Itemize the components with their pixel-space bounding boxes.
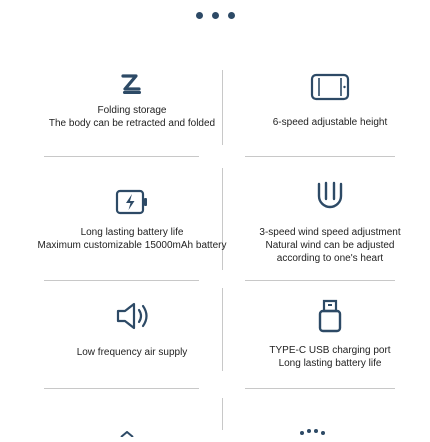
page-dot[interactable] <box>212 12 219 19</box>
feature-wind-speed <box>230 176 430 265</box>
feature-subtitle: according to one's heart <box>276 253 384 264</box>
feature-title: 3-speed wind speed adjustment <box>259 227 401 238</box>
feature-adjustable-height <box>230 68 430 129</box>
feature-folding-storage <box>32 66 232 130</box>
horizontal-divider <box>44 156 199 157</box>
feature-description <box>49 104 215 130</box>
horizontal-divider <box>44 388 199 389</box>
phone-landscape-icon <box>310 68 350 106</box>
speaker-icon <box>112 298 152 334</box>
feature-description <box>273 116 388 129</box>
feature-subtitle: The body can be retracted and folded <box>48 118 216 129</box>
battery-charging-icon <box>112 184 152 220</box>
feature-subtitle: Maximum customizable 15000mAh battery <box>37 240 227 251</box>
feature-title: Folding storage <box>97 105 167 116</box>
horizontal-divider <box>245 388 395 389</box>
feature-subtitle: Natural wind can be adjusted <box>265 240 395 251</box>
horizontal-divider <box>44 280 199 281</box>
feature-title: 6-speed adjustable height <box>272 117 388 128</box>
wind-fan-icon <box>310 176 350 216</box>
page-dot[interactable] <box>228 12 235 19</box>
feature-title: Low frequency air supply <box>76 347 188 358</box>
partial-icon-right <box>298 422 328 430</box>
feature-title: Long lasting battery life <box>80 227 184 238</box>
partial-icon-left <box>120 424 134 430</box>
page-dot[interactable] <box>196 12 203 19</box>
feature-description <box>77 346 188 359</box>
feature-description <box>269 344 390 370</box>
horizontal-divider <box>245 280 395 281</box>
vertical-divider <box>222 398 223 430</box>
horizontal-divider <box>245 156 395 157</box>
feature-description <box>38 226 227 252</box>
folding-stand-icon <box>112 66 152 102</box>
feature-air-supply <box>32 298 232 359</box>
feature-usb-charging <box>230 298 430 370</box>
usb-plug-icon <box>310 298 350 334</box>
feature-battery-life <box>32 184 232 252</box>
page-indicator <box>0 12 430 19</box>
feature-title: TYPE-C USB charging port <box>269 345 391 356</box>
feature-description <box>259 226 400 265</box>
feature-subtitle: Long lasting battery life <box>278 358 382 369</box>
